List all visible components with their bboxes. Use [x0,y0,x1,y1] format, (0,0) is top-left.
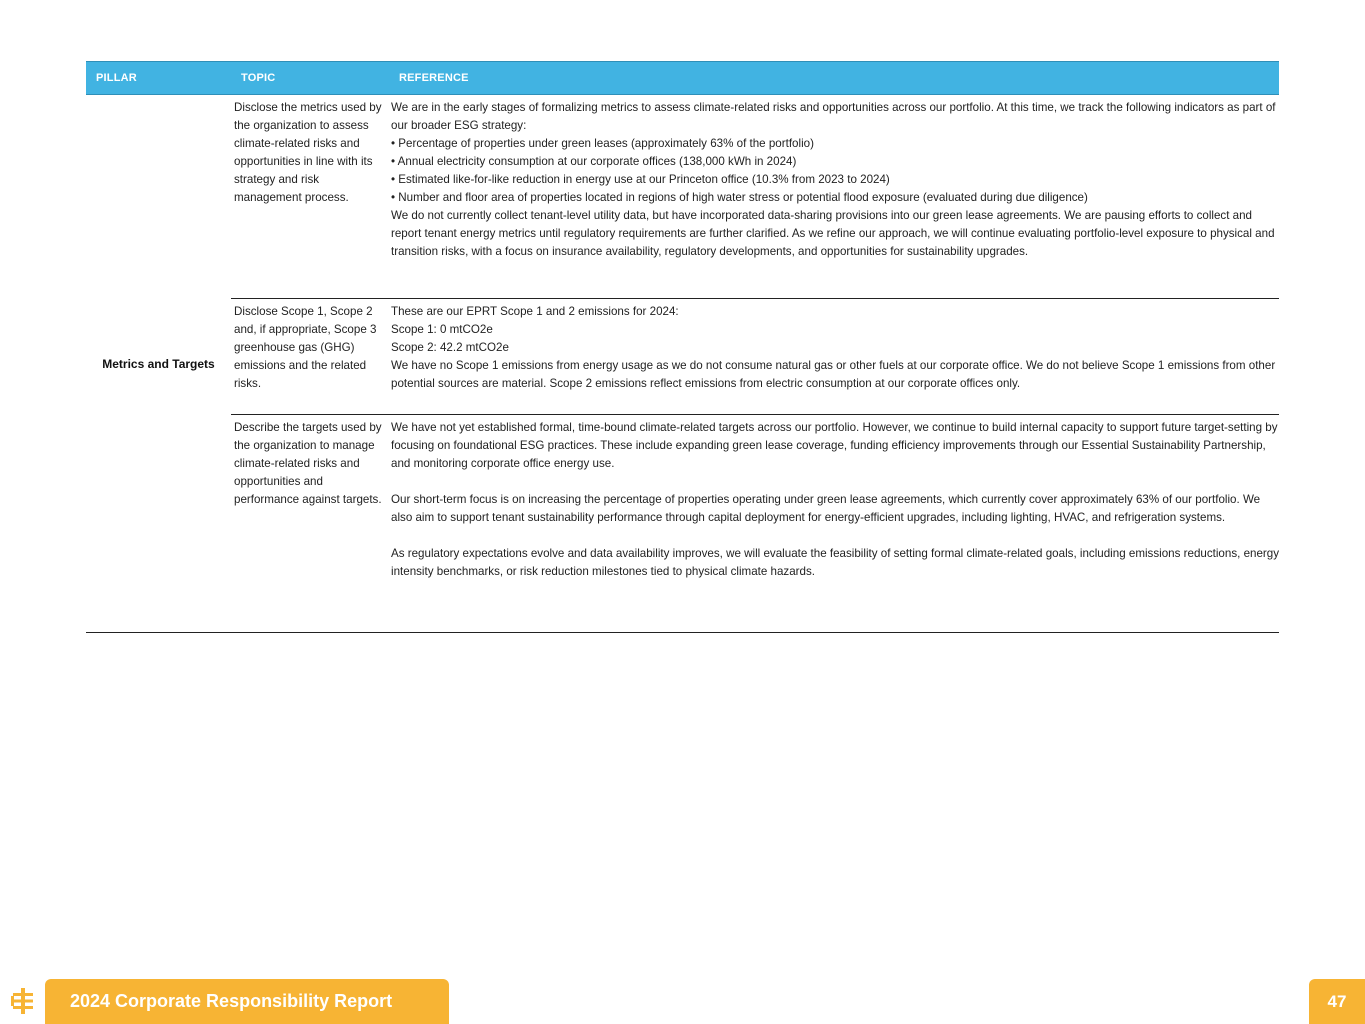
table-body [86,95,1279,633]
reference-cell [391,99,1281,261]
reference-line: These are our EPRT Scope 1 and 2 emissions for 2024: [391,305,679,318]
reference-bullet: • Estimated like-for-like reduction in energy use at our Princeton office (10.3% from 2023 to 2024) [391,173,890,186]
reference-bullet: • Annual electricity consumption at our corporate offices (138,000 kWh in 2024) [391,155,797,168]
table-row [231,99,1279,299]
topic-cell: Describe the targets used by the organization to manage climate-related risks and opportunities and performance against targets. [234,421,382,506]
topic-cell: Disclose the metrics used by the organization to assess climate-related risks and opportunities in line with its strategy and risk management process. [234,101,382,204]
reference-line: Scope 1: 0 mtCO2e [391,323,493,336]
reference-line: Scope 2: 42.2 mtCO2e [391,341,509,354]
reference-paragraph: We have no Scope 1 emissions from energy usage as we do not consume natural gas or other fuels at our corporate office. We do not believe Scope 1 emissions from other potential sources are material. Scope 2 emissions reflect emissions from electric consumption at our corporate offices only. [391,359,1276,390]
reference-paragraph: We do not currently collect tenant-level utility data, but have incorporated data-sharing provisions into our green lease agreements. We are pausing efforts to collect and report tenant energy metrics until regulatory requirements are further clarified. As we refine our approach, we will continue evaluating portfolio-level exposure to physical and transition risks, with a focus on insurance availability, regulatory developments, and opportunities for sustainability upgrades. [391,209,1275,258]
report-title: 2024 Corporate Responsibility Report [70,991,393,1011]
reference-bullet: • Number and floor area of properties located in regions of high water stress or potential flood exposure (evaluated during due diligence) [391,191,1088,204]
reference-paragraph: We are in the early stages of formalizing metrics to assess climate-related risks and opportunities across our portfolio. At this time, we track the following indicators as part of our broader ESG strategy: [391,101,1276,132]
table-row [231,298,1279,419]
header-reference: REFERENCE [399,72,469,84]
tcfd-table [86,61,1279,633]
reference-paragraph: Our short-term focus is on increasing the percentage of properties operating under green lease agreements, which currently cover approximately 63% of our portfolio. We also aim to support tenant sustainability performance through capital deployment for energy-efficient upgrades, including lighting, HVAC, and refrigeration systems. [391,493,1261,524]
table-row [231,414,1279,629]
report-title-tab [45,979,449,1024]
brand-logo-icon [10,987,36,1015]
pillar-cell: Metrics and Targets [102,356,215,371]
header-topic: TOPIC [241,72,276,84]
topic-cell: Disclose Scope 1, Scope 2 and, if appropriate, Scope 3 greenhouse gas (GHG) emissions and the related risks. [234,305,377,390]
reference-cell [391,303,1281,393]
table-header [86,61,1279,95]
reference-paragraph: We have not yet established formal, time-bound climate-related targets across our portfolio. However, we continue to build internal capacity to support future target-setting by focusing on foundational ESG practices. These include expanding green lease coverage, funding efficiency improvements through our Essential Sustainability Partnership, and monitoring corporate office energy use. [391,421,1278,470]
reference-paragraph: As regulatory expectations evolve and data availability improves, we will evaluate the feasibility of setting formal climate-related goals, including emissions reductions, energy intensity benchmarks, or risk reduction milestones tied to physical climate hazards. [391,547,1280,578]
header-pillar: PILLAR [96,72,137,84]
reference-bullet: • Percentage of properties under green leases (approximately 63% of the portfolio) [391,137,814,150]
page-number: 47 [1309,979,1365,1024]
reference-cell [391,419,1281,581]
